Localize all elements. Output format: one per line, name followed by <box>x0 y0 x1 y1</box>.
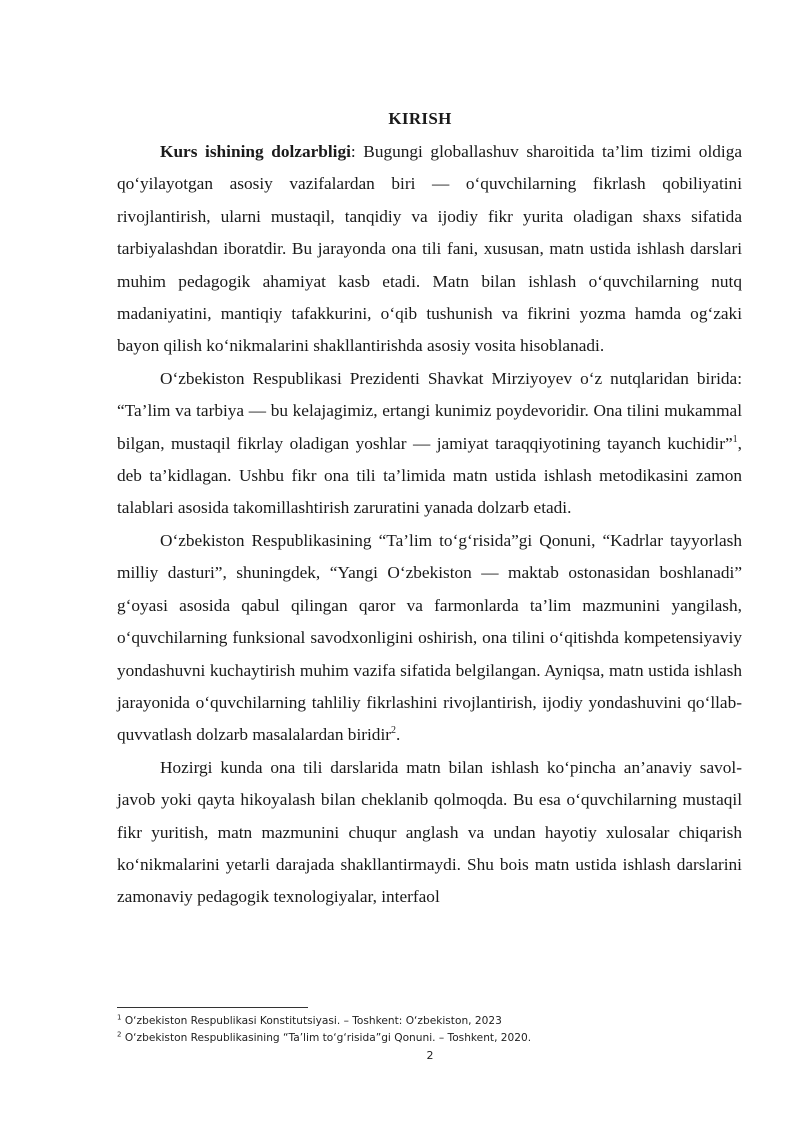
paragraph-3 <box>117 525 742 752</box>
footnote-mark: 1 <box>117 1013 122 1022</box>
footnote-reference[interactable]: 2 <box>391 725 397 737</box>
footnote-mark: 2 <box>117 1030 122 1039</box>
paragraph-text: O‘zbekiston Respublikasining “Ta’lim to‘g‘risida”gi Qonuni, “Kadrlar tayyorlash milliy dasturi”, shuningdek, “Yangi O‘zbekiston — maktab ostonasidan boshlanadi” g‘oyasi asosida qabul qilingan qaror va farmonlarda ta’lim mazmunini yangilash, o‘quvchilarning funksional savodxonligini oshirish, ona tilini o‘qitishda kompetensiyaviy yondashuvni kuchaytirish muhim vazifa sifatida belgilangan. Ayniqsa, matn ustida ishlash jarayonida o‘quvchilarning tahliliy fikrlashini rivojlantirish, ijodiy yondashuvini qo‘llab-quvvatlash dolzarb masalalardan biridir <box>117 530 742 745</box>
footnote-text: O‘zbekiston Respublikasining “Ta’lim to‘g‘risida”gi Qonuni. – Toshkent, 2020. <box>121 1032 532 1044</box>
footnote-reference[interactable]: 1 <box>732 433 738 445</box>
page-number: 2 <box>426 1049 434 1062</box>
paragraph-2 <box>117 363 742 525</box>
paragraph-text: : Bugungi globallashuv sharoitida ta’lim tizimi oldiga qo‘yilayotgan asosiy vazifalardan biri — o‘quvchilarning fikrlash qobiliyatini rivojlantirish, ularni mustaqil, tanqidiy va ijodiy fikr yurita oladigan shaxs sifatida tarbiyalashdan iboratdir. Bu jarayonda ona tili fani, xususan, matn ustida ishlash darslari muhim pedagogik ahamiyat kasb etadi. Matn bilan ishlash o‘quvchilarning nutq madaniyatini, mantiqiy tafakkurini, o‘qib tushunish va fikrini yozma hamda og‘zaki bayon qilish ko‘nikmalarini shakllantirishda asosiy vosita hisoblanadi. <box>117 142 743 356</box>
paragraph-text: Hozirgi kunda ona tili darslarida matn bilan ishlash ko‘pincha an’anaviy savol-javob yoki qayta hikoyalash bilan cheklanib qolmoqda. Bu esa o‘quvchilarning mustaqil fikr yuritish, matn mazmunini chuqur anglash va undan hayotiy xulosalar chiqarish ko‘nikmalarini yetarli darajada shakllantirmaydi. Shu bois matn ustida ishlash darslarini zamonaviy pedagogik texnologiyalar, interfaol <box>117 757 742 907</box>
footnotes <box>117 1013 742 1047</box>
footnote-separator <box>117 1007 308 1008</box>
paragraph-text: . <box>396 725 401 745</box>
paragraph-lead: Kurs ishining dolzarbligi <box>160 142 351 161</box>
paragraph-1 <box>117 136 742 363</box>
paragraph-4 <box>117 752 742 914</box>
body-text <box>117 136 742 914</box>
footnote-text: O‘zbekiston Respublikasi Konstitutsiyasi. – Toshkent: O‘zbekiston, 2023 <box>121 1015 502 1027</box>
footnote-item <box>117 1013 742 1030</box>
paragraph-text: O‘zbekiston Respublikasi Prezidenti Shavkat Mirziyoyev o‘z nutqlaridan birida: “Ta’lim va tarbiya — bu kelajagimiz, ertangi kunimiz poydevoridir. Ona tilini mukammal bilgan, mustaqil fikrlay oladigan yoshlar — jamiyat taraqqiyotining tayanch kuchidir” <box>117 368 742 453</box>
footnote-item <box>117 1030 742 1047</box>
paragraph-text: , deb ta’kidlagan. Ushbu fikr ona tili ta’limida matn ustida ishlash metodikasini zamon talablari asosida takomillashtirish zaruratini yanada dolzarb etadi. <box>117 433 742 518</box>
section-heading: KIRISH <box>388 109 452 128</box>
